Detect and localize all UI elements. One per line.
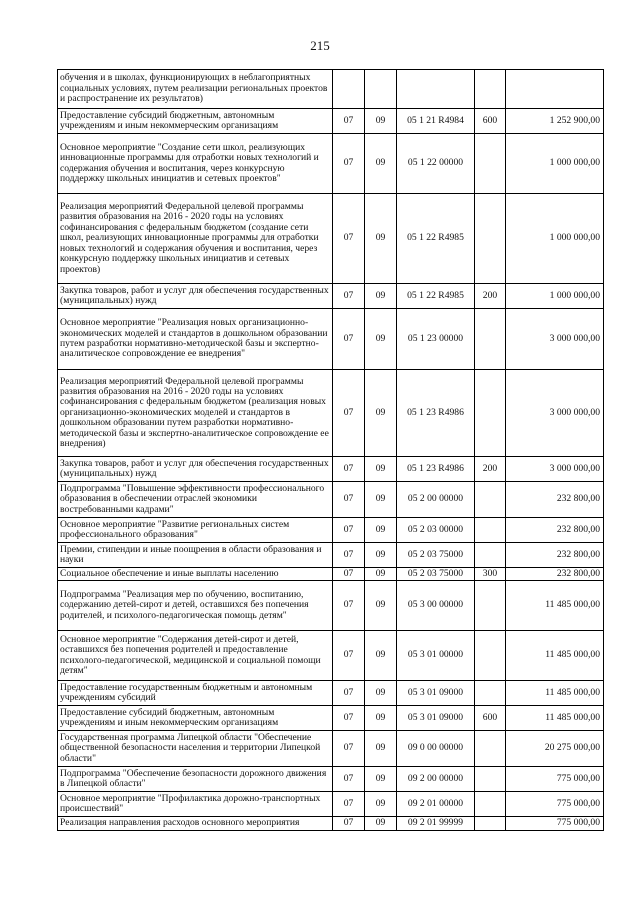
row-amount: 775 000,00	[506, 767, 604, 792]
table-row	[58, 482, 604, 518]
row-expense-type	[475, 731, 506, 767]
budget-table-body	[58, 70, 604, 831]
row-section: 07	[333, 284, 365, 309]
table-row	[58, 518, 604, 543]
row-expense-type	[475, 482, 506, 518]
row-name: Подпрограмма "Реализация мер по обучению, воспитанию, содержанию детей-сирот и детей, оставшихся без попечения родителей, и психолого-педагогическая помощь детям"	[58, 581, 333, 631]
row-amount: 1 000 000,00	[506, 194, 604, 284]
row-section: 07	[333, 543, 365, 568]
row-name: Основное мероприятие "Создание сети школ, реализующих инновационные программы для отработки новых технологий и содержания обучения и воспитания, через конкурсную поддержку школьных инициатив и сетевых проектов"	[58, 134, 333, 194]
row-name: Подпрограмма "Обеспечение безопасности дорожного движения в Липецкой области"	[58, 767, 333, 792]
row-target-code: 05 2 00 00000	[397, 482, 475, 518]
row-subsection: 09	[365, 731, 397, 767]
row-expense-type	[475, 70, 506, 109]
table-row	[58, 681, 604, 706]
row-subsection: 09	[365, 706, 397, 731]
row-section: 07	[333, 681, 365, 706]
row-name: Социальное обеспечение и иные выплаты населению	[58, 568, 333, 581]
row-subsection: 09	[365, 194, 397, 284]
row-expense-type	[475, 134, 506, 194]
row-name: Подпрограмма "Повышение эффективности профессионального образования в обеспечении отраслей экономики востребованными кадрами"	[58, 482, 333, 518]
row-amount: 3 000 000,00	[506, 309, 604, 370]
row-section: 07	[333, 706, 365, 731]
row-target-code: 05 3 01 09000	[397, 681, 475, 706]
row-section: 07	[333, 817, 365, 831]
row-amount: 20 275 000,00	[506, 731, 604, 767]
row-section: 07	[333, 457, 365, 482]
row-name: Закупка товаров, работ и услуг для обеспечения государственных (муниципальных) нужд	[58, 284, 333, 309]
row-name: обучения и в школах, функционирующих в неблагоприятных социальных условиях, путем реализации региональных проектов и распространение их результатов)	[58, 70, 333, 109]
row-subsection: 09	[365, 134, 397, 194]
table-row	[58, 370, 604, 457]
row-name: Государственная программа Липецкой области "Обеспечение общественной безопасности населения и территории Липецкой области"	[58, 731, 333, 767]
row-expense-type	[475, 518, 506, 543]
row-amount: 3 000 000,00	[506, 370, 604, 457]
row-subsection: 09	[365, 457, 397, 482]
row-subsection: 09	[365, 792, 397, 817]
row-expense-type: 200	[475, 284, 506, 309]
row-section: 07	[333, 109, 365, 134]
row-section: 07	[333, 731, 365, 767]
row-expense-type	[475, 681, 506, 706]
row-amount: 11 485 000,00	[506, 706, 604, 731]
row-subsection: 09	[365, 309, 397, 370]
row-section: 07	[333, 370, 365, 457]
table-row	[58, 568, 604, 581]
row-section	[333, 70, 365, 109]
row-expense-type	[475, 309, 506, 370]
table-row	[58, 767, 604, 792]
row-section: 07	[333, 134, 365, 194]
row-expense-type	[475, 543, 506, 568]
row-expense-type: 300	[475, 568, 506, 581]
row-subsection: 09	[365, 581, 397, 631]
row-name: Реализация мероприятий Федеральной целевой программы развития образования на 2016 - 2020 годы на условиях софинансирования с федеральным бюджетом (создание сети школ, реализующих инновационные программы для отработки новых технологий и содержания обучения и воспитания, через конкурсную поддержку школьных инициатив и сетевых проектов)	[58, 194, 333, 284]
row-target-code: 05 1 21 R4984	[397, 109, 475, 134]
row-expense-type	[475, 370, 506, 457]
row-amount: 11 485 000,00	[506, 631, 604, 681]
row-subsection: 09	[365, 681, 397, 706]
row-target-code: 09 0 00 00000	[397, 731, 475, 767]
table-row	[58, 457, 604, 482]
row-name: Основное мероприятие "Развитие региональных систем профессионального образования"	[58, 518, 333, 543]
row-amount: 775 000,00	[506, 792, 604, 817]
row-name: Закупка товаров, работ и услуг для обеспечения государственных (муниципальных) нужд	[58, 457, 333, 482]
row-subsection: 09	[365, 543, 397, 568]
row-target-code: 05 3 01 09000	[397, 706, 475, 731]
table-row	[58, 631, 604, 681]
row-amount: 11 485 000,00	[506, 681, 604, 706]
row-amount: 1 000 000,00	[506, 284, 604, 309]
row-subsection	[365, 70, 397, 109]
row-target-code: 05 1 22 R4985	[397, 194, 475, 284]
row-target-code	[397, 70, 475, 109]
row-name: Основное мероприятие "Реализация новых организационно-экономических моделей и стандартов в дошкольном образовании путем разработки нормативно-методической базы и экспертно-аналитическое сопровождение ее внедрения"	[58, 309, 333, 370]
row-expense-type	[475, 194, 506, 284]
row-amount: 1 000 000,00	[506, 134, 604, 194]
table-row	[58, 581, 604, 631]
table-row	[58, 134, 604, 194]
row-amount: 3 000 000,00	[506, 457, 604, 482]
row-expense-type	[475, 631, 506, 681]
row-subsection: 09	[365, 568, 397, 581]
row-target-code: 05 2 03 75000	[397, 568, 475, 581]
row-subsection: 09	[365, 631, 397, 681]
row-section: 07	[333, 194, 365, 284]
row-section: 07	[333, 631, 365, 681]
row-name: Реализация направления расходов основного мероприятия	[58, 817, 333, 831]
row-subsection: 09	[365, 284, 397, 309]
row-expense-type	[475, 792, 506, 817]
row-name: Реализация мероприятий Федеральной целевой программы развития образования на 2016 - 2020 годы на условиях софинансирования с федеральным бюджетом (реализация новых организационно-экономических моделей и стандартов в дошкольном образовании путем разработки нормативно-методической базы и экспертно-аналитическое сопровождение ее внедрения)	[58, 370, 333, 457]
row-section: 07	[333, 581, 365, 631]
row-name: Премии, стипендии и иные поощрения в области образования и науки	[58, 543, 333, 568]
table-row	[58, 817, 604, 831]
row-target-code: 05 3 01 00000	[397, 631, 475, 681]
table-row	[58, 109, 604, 134]
row-amount: 232 800,00	[506, 543, 604, 568]
row-section: 07	[333, 767, 365, 792]
row-target-code: 05 2 03 75000	[397, 543, 475, 568]
row-name: Основное мероприятие "Профилактика дорожно-транспортных происшествий"	[58, 792, 333, 817]
row-section: 07	[333, 309, 365, 370]
row-target-code: 05 1 23 R4986	[397, 370, 475, 457]
row-target-code: 09 2 01 00000	[397, 792, 475, 817]
row-name: Основное мероприятие "Содержания детей-сирот и детей, оставшихся без попечения родителей и предоставление психолого-педагогической, медицинской и социальной помощи детям"	[58, 631, 333, 681]
table-row	[58, 70, 604, 109]
row-section: 07	[333, 792, 365, 817]
row-amount: 775 000,00	[506, 817, 604, 831]
row-target-code: 09 2 00 00000	[397, 767, 475, 792]
row-subsection: 09	[365, 817, 397, 831]
row-name: Предоставление субсидий бюджетным, автономным учреждениям и иным некоммерческим организациям	[58, 706, 333, 731]
page-number: 215	[310, 38, 330, 53]
table-row	[58, 309, 604, 370]
row-target-code: 09 2 01 99999	[397, 817, 475, 831]
row-amount: 232 800,00	[506, 482, 604, 518]
row-subsection: 09	[365, 109, 397, 134]
row-amount: 232 800,00	[506, 568, 604, 581]
row-subsection: 09	[365, 370, 397, 457]
row-target-code: 05 1 23 00000	[397, 309, 475, 370]
row-amount: 1 252 900,00	[506, 109, 604, 134]
table-row	[58, 284, 604, 309]
row-amount: 232 800,00	[506, 518, 604, 543]
row-section: 07	[333, 568, 365, 581]
row-section: 07	[333, 518, 365, 543]
row-expense-type	[475, 581, 506, 631]
row-expense-type: 200	[475, 457, 506, 482]
row-target-code: 05 1 23 R4986	[397, 457, 475, 482]
row-target-code: 05 1 22 00000	[397, 134, 475, 194]
row-amount: 11 485 000,00	[506, 581, 604, 631]
row-expense-type: 600	[475, 706, 506, 731]
row-amount	[506, 70, 604, 109]
row-subsection: 09	[365, 767, 397, 792]
row-subsection: 09	[365, 482, 397, 518]
row-target-code: 05 2 03 00000	[397, 518, 475, 543]
row-expense-type	[475, 767, 506, 792]
row-subsection: 09	[365, 518, 397, 543]
table-row	[58, 792, 604, 817]
table-row	[58, 731, 604, 767]
row-target-code: 05 1 22 R4985	[397, 284, 475, 309]
row-section: 07	[333, 482, 365, 518]
row-target-code: 05 3 00 00000	[397, 581, 475, 631]
table-row	[58, 706, 604, 731]
row-name: Предоставление государственным бюджетным и автономным учреждениям субсидий	[58, 681, 333, 706]
row-expense-type	[475, 817, 506, 831]
row-name: Предоставление субсидий бюджетным, автономным учреждениям и иным некоммерческим организациям	[58, 109, 333, 134]
table-row	[58, 543, 604, 568]
row-expense-type: 600	[475, 109, 506, 134]
budget-table	[57, 69, 604, 831]
table-row	[58, 194, 604, 284]
